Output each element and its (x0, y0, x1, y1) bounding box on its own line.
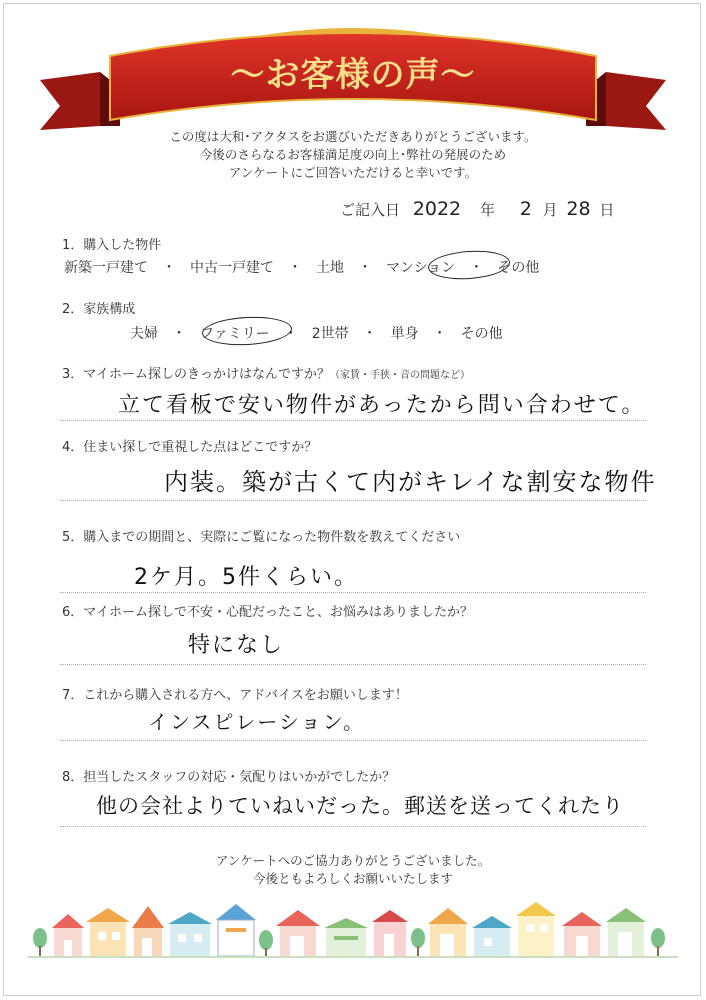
house-icon (216, 904, 256, 956)
answer-line (60, 826, 646, 827)
house-icon (472, 916, 512, 956)
intro-line: 今後のさらなるお客様満足度の向上･弊社の発展のため (199, 147, 507, 162)
house-icon (132, 906, 164, 956)
closing-line: 今後ともよろしくお願いいたします (252, 871, 453, 886)
option-other[interactable]: その他 (460, 326, 503, 342)
question-7-label: 7．これから購入される方へ、アドバイスをお願いします！ (62, 688, 408, 703)
question-6-label: 6．マイホーム探しで不安・心配だったこと、お悩みはありましたか？ (62, 605, 474, 620)
answer-line (60, 664, 646, 665)
option-couple[interactable]: 夫婦 (130, 326, 158, 342)
closing-text (0, 852, 706, 888)
tree-icon (259, 930, 273, 956)
house-icon (606, 908, 646, 956)
answer-7: インスピレーション。 (148, 710, 365, 734)
house-icon (562, 912, 602, 956)
house-icon (428, 908, 468, 956)
date-day-unit: 日 (599, 201, 615, 219)
house-icon (52, 914, 84, 956)
house-icon (372, 910, 408, 956)
question-3-label (62, 363, 470, 382)
house-icon (168, 912, 212, 956)
option-mansion[interactable]: マンション (386, 260, 456, 276)
date-month: 2 (519, 198, 532, 220)
question-3-hint: （家賃・手狭・音の問題など） (330, 370, 471, 381)
question-3-text: 3．マイホーム探しのきっかけはなんですか？ (62, 367, 331, 382)
option-single[interactable]: 単身 (390, 326, 419, 342)
question-1-options: 新築一戸建て ・ 中古一戸建て ・ 土地 ・ マンション ・ その他 (64, 260, 540, 276)
closing-line: アンケートへのご協力ありがとうございました。 (215, 853, 491, 868)
question-1-label: 1．購入した物件 (62, 238, 162, 253)
question-5-label: 5．購入までの期間と、実際にご覧になった物件数を教えてください (62, 530, 461, 545)
date-label: ご記入日 (340, 201, 401, 219)
answer-line (60, 500, 646, 501)
date-month-unit: 月 (542, 201, 558, 219)
house-icon (86, 908, 130, 956)
option-family[interactable]: ファミリー (200, 326, 270, 342)
page-title: ～お客様の声～ (230, 55, 476, 95)
tree-icon (651, 928, 665, 956)
intro-line: この度は大和･アクタスをお選びいただきありがとうございます。 (169, 129, 537, 144)
answer-5: 2ケ月。5件くらい。 (134, 565, 358, 590)
option-other[interactable]: その他 (497, 260, 540, 276)
option-two-generation[interactable]: 2世帯 (311, 326, 349, 342)
option-new-house[interactable]: 新築一戸建て (64, 260, 148, 276)
date-day: 28 (566, 198, 591, 220)
date-year-unit: 年 (479, 201, 495, 219)
tree-icon (33, 928, 47, 956)
question-2-options: 夫婦 ・ ファミリー ・ 2世帯 ・ 単身 ・ その他 (130, 326, 503, 342)
question-4-label: 4．住まい探しで重視した点はどこですか？ (62, 440, 318, 455)
question-2-label: 2．家族構成 (62, 302, 136, 317)
option-used-house[interactable]: 中古一戸建て (190, 260, 274, 276)
tree-icon (411, 928, 425, 956)
house-icon (324, 918, 368, 956)
question-8-label: 8．担当したスタッフの対応・気配りはいかがでしたか？ (62, 770, 396, 785)
houses-illustration (28, 898, 678, 958)
answer-line (60, 420, 646, 421)
house-icon (276, 910, 320, 956)
answer-3: 立て看板で安い物件があったから問い合わせて。 (118, 393, 646, 418)
option-land[interactable]: 土地 (316, 260, 344, 276)
answer-line (60, 592, 646, 593)
answer-line (60, 740, 646, 741)
intro-text (0, 128, 706, 182)
date-year: 2022 (412, 198, 462, 220)
entry-date (340, 198, 614, 220)
house-icon (516, 902, 556, 956)
answer-8: 他の会社よりていねいだった。郵送を送ってくれたり (96, 794, 624, 818)
answer-6: 特になし (188, 633, 285, 658)
intro-line: アンケートにご回答いただけると幸いです。 (228, 165, 478, 180)
answer-4: 内装。築が古くて内がキレイな割安な物件 (164, 468, 657, 496)
